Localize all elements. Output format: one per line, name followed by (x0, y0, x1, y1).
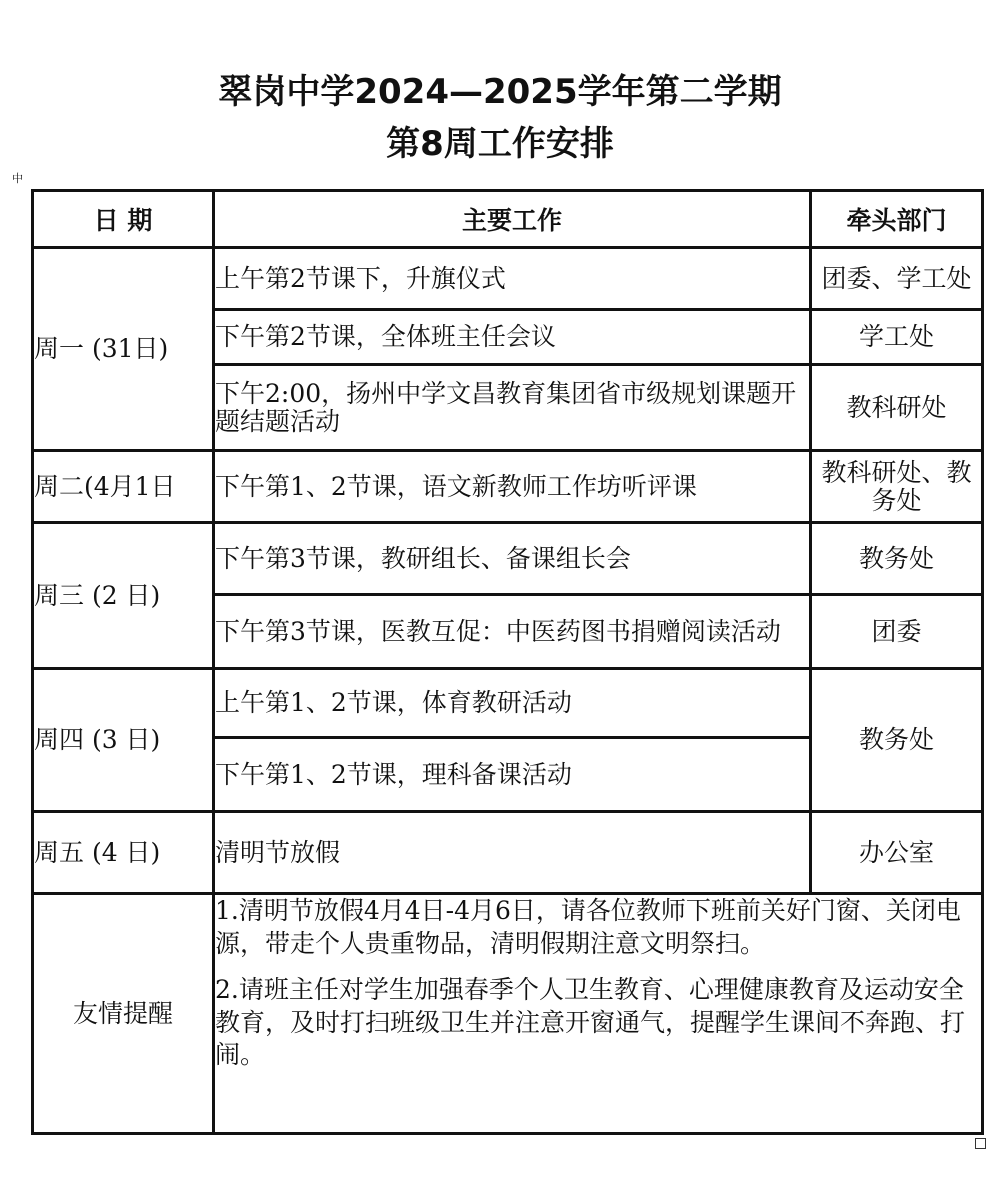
document-title: 翠岗中学2024—2025学年第二学期 (218, 72, 782, 112)
day-label-wed: 周三 (2 日) (33, 523, 214, 669)
dept-cell: 学工处 (811, 310, 983, 365)
work-item: 下午第3节课，教研组长、备课组长会 (214, 523, 811, 595)
work-item: 上午第1、2节课，体育教研活动 (214, 669, 811, 738)
work-item: 下午第2节课，全体班主任会议 (214, 310, 811, 365)
work-item: 下午第3节课，医教互促：中医药图书捐赠阅读活动 (214, 595, 811, 669)
work-item: 下午第1、2节课，语文新教师工作坊听评课 (214, 451, 811, 523)
table-row (33, 248, 983, 310)
dept-cell: 团委、学工处 (811, 248, 983, 310)
table-row (33, 523, 983, 595)
header-date: 日 期 (33, 191, 214, 248)
day-label-tue: 周二(4月1日 (33, 451, 214, 523)
day-label-thu: 周四 (3 日) (33, 669, 214, 812)
document-subtitle: 第8周工作安排 (386, 124, 614, 164)
dept-cell: 教务处 (811, 669, 983, 812)
table-row (33, 669, 983, 738)
dept-cell: 教务处 (811, 523, 983, 595)
table-row (33, 451, 983, 523)
reminder-item: 2.请班主任对学生加强春季个人卫生教育、心理健康教育及运动安全教育，及时打扫班级卫生并注意开窗通气，提醒学生课间不奔跑、打闹。 (215, 975, 966, 1069)
work-item: 下午第1、2节课，理科备课活动 (214, 738, 811, 812)
schedule-table (31, 189, 984, 1135)
page-end-mark (975, 1138, 986, 1149)
header-work: 主要工作 (214, 191, 811, 248)
reminder-row (33, 894, 983, 1134)
dept-cell: 教科研处 (811, 365, 983, 451)
work-item: 上午第2节课下，升旗仪式 (214, 248, 811, 310)
work-item: 下午2:00，扬州中学文昌教育集团省市级规划课题开题结题活动 (214, 365, 811, 451)
reminder-content (214, 894, 983, 1134)
header-dept: 牵头部门 (811, 191, 983, 248)
day-label-fri: 周五 (4 日) (33, 812, 214, 894)
reminder-label: 友情提醒 (33, 894, 214, 1134)
work-item: 清明节放假 (214, 812, 811, 894)
table-row (33, 812, 983, 894)
corner-mark: 中 (12, 172, 23, 185)
reminder-item: 1.清明节放假4月4日-4月6日，请各位教师下班前关好门窗、关闭电源，带走个人贵重物品，清明假期注意文明祭扫。 (215, 896, 961, 958)
dept-cell: 办公室 (811, 812, 983, 894)
day-label-mon: 周一 (31日) (33, 248, 214, 451)
header-row (33, 191, 983, 248)
dept-cell: 团委 (811, 595, 983, 669)
dept-cell: 教科研处、教务处 (811, 451, 983, 523)
